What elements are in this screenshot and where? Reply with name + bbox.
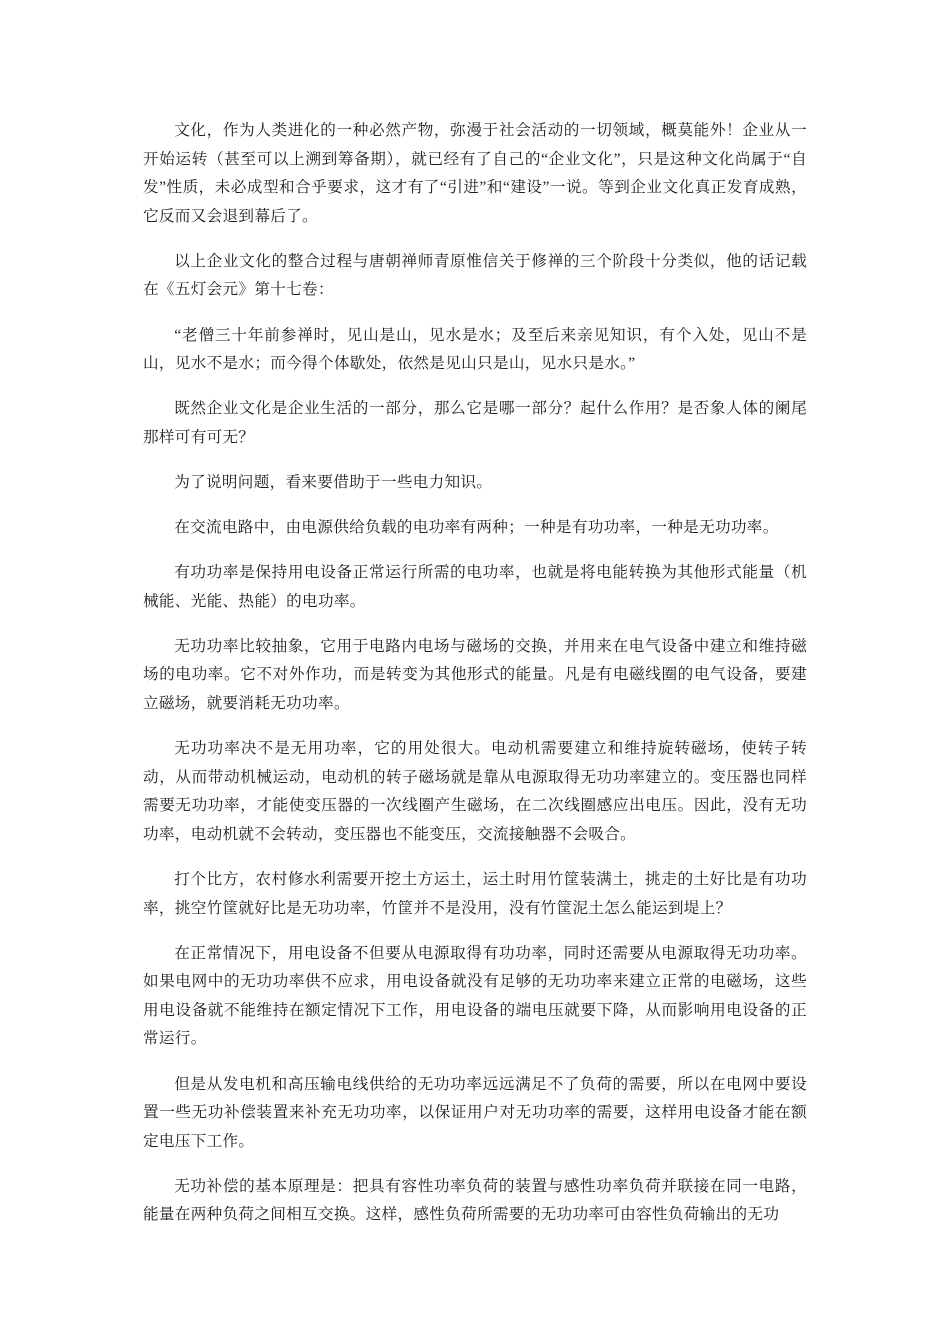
blockquote-paragraph: “老僧三十年前参禅时，见山是山，见水是水；及至后来亲见知识，有个入处，见山不是山，见水不是水；而今得个体歇处，依然是见山只是山，见水只是水。” <box>143 326 807 373</box>
paragraph: 但是从发电机和高压输电线供给的无功功率远远满足不了负荷的需要，所以在电网中要设置一些无功补偿装置来补充无功功率，以保证用户对无功功率的需要，这样用电设备才能在额定电压下工作。 <box>143 1075 807 1150</box>
paragraph: 打个比方，农村修水利需要开挖土方运土，运土时用竹筐装满土，挑走的土好比是有功功率，挑空竹筐就好比是无功功率，竹筐并不是没用，没有竹筐泥土怎么能运到堤上？ <box>143 870 807 917</box>
paragraph: 为了说明问题，看来要借助于一些电力知识。 <box>174 473 493 491</box>
document-text-column <box>143 117 807 1230</box>
paragraph: 在交流电路中，由电源供给负载的电功率有两种；一种是有功功率，一种是无功功率。 <box>174 519 779 537</box>
paragraph: 文化，作为人类进化的一种必然产物，弥漫于社会活动的一切领域，概莫能外！企业从一开始运转（甚至可以上溯到筹备期），就已经有了自己的“企业文化”，只是这种文化尚属于“自发”性质，未必成型和合乎要求，这才有了“引进”和“建设”一说。等到企业文化真正发育成熟，它反而又会退到幕后了。 <box>143 122 807 225</box>
paragraph: 既然企业文化是企业生活的一部分，那么它是哪一部分？起什么作用？是否象人体的阑尾那样可有可无？ <box>143 400 807 446</box>
paragraph: 以上企业文化的整合过程与唐朝禅师青原惟信关于修禅的三个阶段十分类似，他的话记载在《五灯会元》第十七卷： <box>143 252 807 299</box>
paragraph: 在正常情况下，用电设备不但要从电源取得有功功率，同时还需要从电源取得无功功率。如果电网中的无功功率供不应求，用电设备就没有足够的无功功率来建立正常的电磁场，这些用电设备就不能维持在额定情况下工作，用电设备的端电压就要下降，从而影响用电设备的正常运行。 <box>143 944 807 1048</box>
paragraph: 有功功率是保持用电设备正常运行所需的电功率，也就是将电能转换为其他形式能量（机械能、光能、热能）的电功率。 <box>143 564 807 610</box>
paragraph: 无功补偿的基本原理是：把具有容性功率负荷的装置与感性功率负荷并联接在同一电路，能量在两种负荷之间相互交换。这样，感性负荷所需要的无功功率可由容性负荷输出的无功 <box>143 1177 807 1224</box>
paragraph: 无功功率比较抽象，它用于电路内电场与磁场的交换，并用来在电气设备中建立和维持磁场的电功率。它不对外作功，而是转变为其他形式的能量。凡是有电磁线圈的电气设备，要建立磁场，就要消耗无功功率。 <box>143 637 807 712</box>
paragraph: 无功功率决不是无用功率，它的用处很大。电动机需要建立和维持旋转磁场，使转子转动，从而带动机械运动，电动机的转子磁场就是靠从电源取得无功功率建立的。变压器也同样需要无功功率，才能使变压器的一次线圈产生磁场，在二次线圈感应出电压。因此，没有无功功率，电动机就不会转动，变压器也不能变压，交流接触器不会吸合。 <box>143 740 807 843</box>
